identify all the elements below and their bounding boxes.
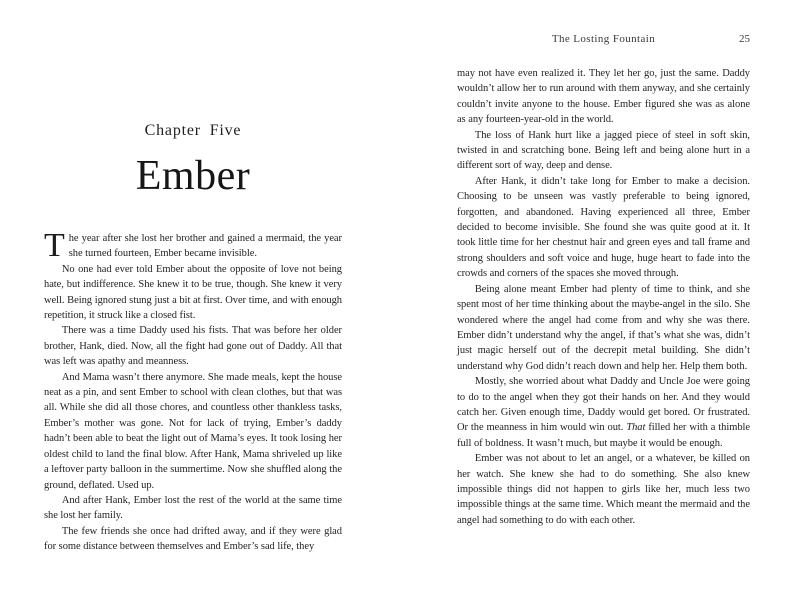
paragraph: The loss of Hank hurt like a jagged piece of steel in soft skin, twisted in and scratching bone. Being left and being alone hurt in a different sort of way, deep and dense. bbox=[457, 129, 750, 172]
left-page bbox=[44, 0, 342, 600]
opening-paragraph-text: he year after she lost her brother and gained a mermaid, the year she turned fourteen, Ember became invisible. bbox=[68, 233, 342, 260]
right-page-text bbox=[457, 66, 750, 528]
paragraph: The few friends she once had drifted away, and if they were glad for some distance between themselves and Ember’s sad life, they bbox=[44, 525, 342, 553]
opening-paragraph bbox=[44, 227, 342, 264]
paragraph: may not have even realized it. They let her go, just the same. Daddy wouldn’t allow her to run around with them anyway, and she certainly couldn’t invite anyone to the house. Ember figured she was as alone as any fourteen-year-old in the world. bbox=[457, 68, 750, 126]
paragraph-text: Mostly, she worried about what Daddy and Uncle Joe were going to do to the angel when they got their hands on her. And they would catch her. Given enough time, Daddy would get bored. Or frustrated. Or the meanness in him would win out. bbox=[457, 376, 750, 434]
paragraph: After Hank, it didn’t take long for Ember to make a decision. Choosing to be unseen was vastly preferable to being ignored, forgotten, and abandoned. Having experienced all three, Ember decided to become invisible. She found she was quite good at it. It took little time for her chestnut hair and green eyes and tall frame and strong shoulders and soft voice and huge, huge heart to fade into the crowds and corners of the spaces she moved through. bbox=[457, 175, 750, 280]
drop-cap: T bbox=[44, 227, 65, 264]
paragraph: Ember was not about to let an angel, or a whatever, be killed on her watch. She knew she had to do something. She also knew impossible things did not happen to girls like her, much less two impossible things at the same time. Which meant the mermaid and the angel had something to do with each other. bbox=[457, 453, 750, 526]
paragraph: Being alone meant Ember had plenty of time to think, and she spent most of her time thinking about the maybe-angel in the silo. She wondered where the angel had come from and why she was there. Ember didn’t understand why the angel, if that’s what she was, didn’t just magic herself out of the decrepit metal building. She didn’t understand why God didn’t reach down and help her. Help them both. bbox=[457, 283, 750, 372]
left-page-text bbox=[44, 227, 342, 555]
italic-word: That bbox=[626, 422, 646, 434]
paragraph bbox=[457, 374, 750, 451]
paragraph: There was a time Daddy used his fists. That was before her older brother, Hank, died. Now, all the fight had gone out of Daddy. All that was left was apathy and meanness. bbox=[44, 325, 342, 368]
paragraph: And Mama wasn’t there anymore. She made meals, kept the house neat as a pin, and sent Ember to school with clean clothes, but that was all. While she did all those chores, and countless other thankless tasks, Ember’s mother was gone. Not for lack of trying, Ember’s daddy hadn’t been able to beat the light out of Mama’s eyes. It took losing her oldest child to land the final blow. After Hank, Mama shriveled up like a leftover party balloon in the summertime. Now she shuffled along the ground, deflated. Used up. bbox=[44, 371, 342, 491]
paragraph: And after Hank, Ember lost the rest of the world at the same time she lost her family. bbox=[44, 494, 342, 522]
page-number: 25 bbox=[739, 33, 750, 45]
running-header-title: The Losting Fountain bbox=[551, 33, 656, 45]
chapter-heading: Chapter Five bbox=[144, 122, 242, 139]
chapter-title: Ember bbox=[135, 153, 251, 199]
paragraph: No one had ever told Ember about the opposite of love not being hate, but indifference. She knew it to be true, though. She knew it very well. Being ignored stung just a bit at first. Over time, and with enough repetition, it struck like a closed fist. bbox=[44, 263, 342, 322]
running-header bbox=[457, 0, 750, 46]
right-page bbox=[457, 0, 750, 600]
paragraph-text: filled her with a thimble full of boldness. It wasn’t much, but maybe it would be enough. bbox=[457, 422, 751, 449]
